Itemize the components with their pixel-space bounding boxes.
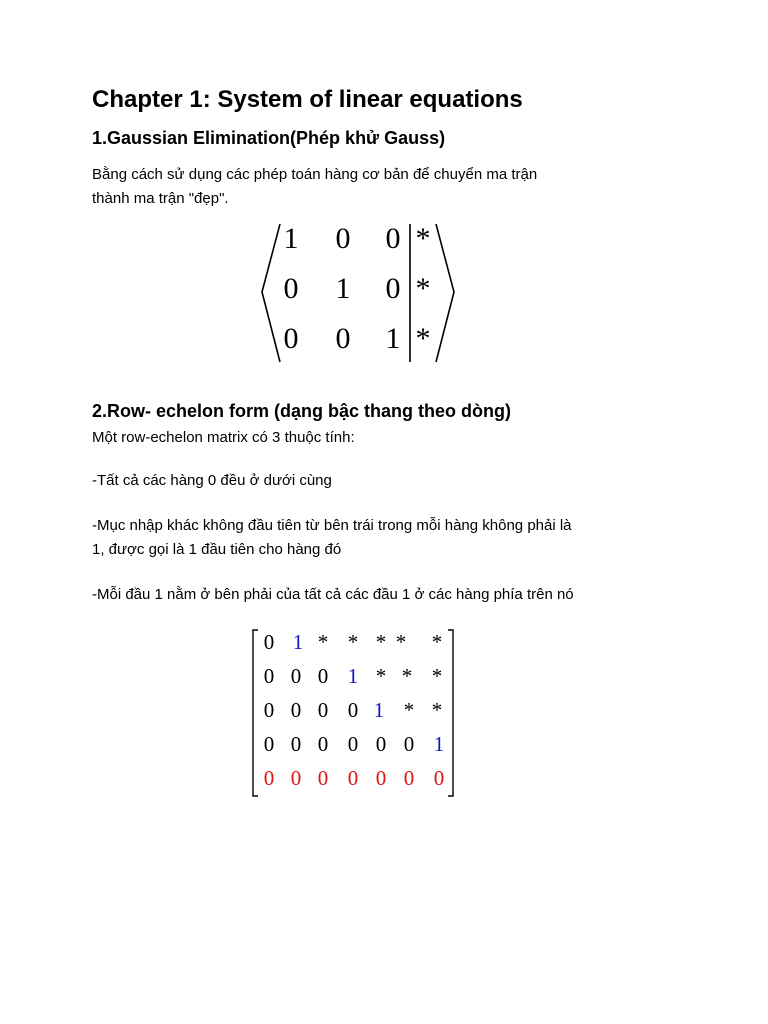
zero-row-cell: 0 (433, 766, 445, 790)
matrix-cell: * (395, 630, 407, 654)
matrix-cell: 0 (347, 732, 359, 756)
matrix-cell: * (347, 630, 359, 654)
matrix-cell: 0 (347, 698, 359, 722)
leading-one: 1 (433, 732, 445, 756)
matrix-cell: * (401, 664, 413, 688)
matrix-cell: 1 (385, 322, 401, 355)
matrix-cell: 0 (290, 732, 302, 756)
matrix-cell: 0 (283, 322, 299, 355)
section1-heading: 1.Gaussian Elimination(Phép khử Gauss) (92, 128, 446, 148)
matrix-cell: 0 (317, 732, 329, 756)
leading-one: 1 (292, 630, 304, 654)
matrix-cell: * (415, 222, 431, 255)
matrix-cell: 1 (283, 222, 299, 255)
matrix-cell: * (375, 630, 387, 654)
leading-one: 1 (373, 698, 385, 722)
matrix-cell: * (403, 698, 415, 722)
matrix-cell: * (431, 664, 443, 688)
matrix-cell: 0 (385, 222, 401, 255)
section2-heading: 2.Row- echelon form (dạng bậc thang theo dòng) (92, 401, 511, 421)
property-1: -Tất cả các hàng 0 đều ở dưới cùng (92, 472, 332, 489)
augmented-matrix (258, 220, 458, 365)
chapter-title: Chapter 1: System of linear equations (92, 86, 523, 113)
matrix-cell: 1 (335, 272, 351, 305)
section2-intro: Một row-echelon matrix có 3 thuộc tính: (92, 429, 355, 446)
matrix-cell: 0 (375, 732, 387, 756)
section1-text-line1: Bằng cách sử dụng các phép toán hàng cơ bản để chuyển ma trận (92, 166, 538, 183)
zero-row-cell: 0 (263, 766, 275, 790)
matrix-cell: * (431, 630, 443, 654)
matrix-cell: * (415, 272, 431, 305)
property-3: -Mỗi đầu 1 nằm ở bên phải của tất cả các đầu 1 ở các hàng phía trên nó (92, 586, 574, 603)
zero-row-cell: 0 (403, 766, 415, 790)
matrix-cell: 0 (335, 322, 351, 355)
matrix-cell: 0 (317, 698, 329, 722)
zero-row-cell: 0 (290, 766, 302, 790)
matrix-cell: * (431, 698, 443, 722)
zero-row-cell: 0 (347, 766, 359, 790)
matrix-cell: 0 (263, 732, 275, 756)
leading-one: 1 (347, 664, 359, 688)
matrix-cell: 0 (385, 272, 401, 305)
matrix-cell: * (317, 630, 329, 654)
property-2-line2: 1, được gọi là 1 đầu tiên cho hàng đó (92, 541, 342, 558)
matrix-cell: 0 (263, 698, 275, 722)
matrix-cell: * (375, 664, 387, 688)
matrix-cell: 0 (335, 222, 351, 255)
matrix-cell: 0 (290, 698, 302, 722)
zero-row-cell: 0 (375, 766, 387, 790)
row-echelon-matrix (250, 628, 460, 800)
matrix-cell: * (415, 322, 431, 355)
matrix-cell: 0 (317, 664, 329, 688)
property-2-line1: -Mục nhập khác không đầu tiên từ bên trái trong mỗi hàng không phải là (92, 517, 572, 534)
section1-text-line2: thành ma trận "đẹp". (92, 190, 229, 207)
zero-row-cell: 0 (317, 766, 329, 790)
matrix-cell: 0 (263, 630, 275, 654)
matrix-cell: 0 (263, 664, 275, 688)
matrix-cell: 0 (283, 272, 299, 305)
matrix-cell: 0 (403, 732, 415, 756)
matrix-cell: 0 (290, 664, 302, 688)
